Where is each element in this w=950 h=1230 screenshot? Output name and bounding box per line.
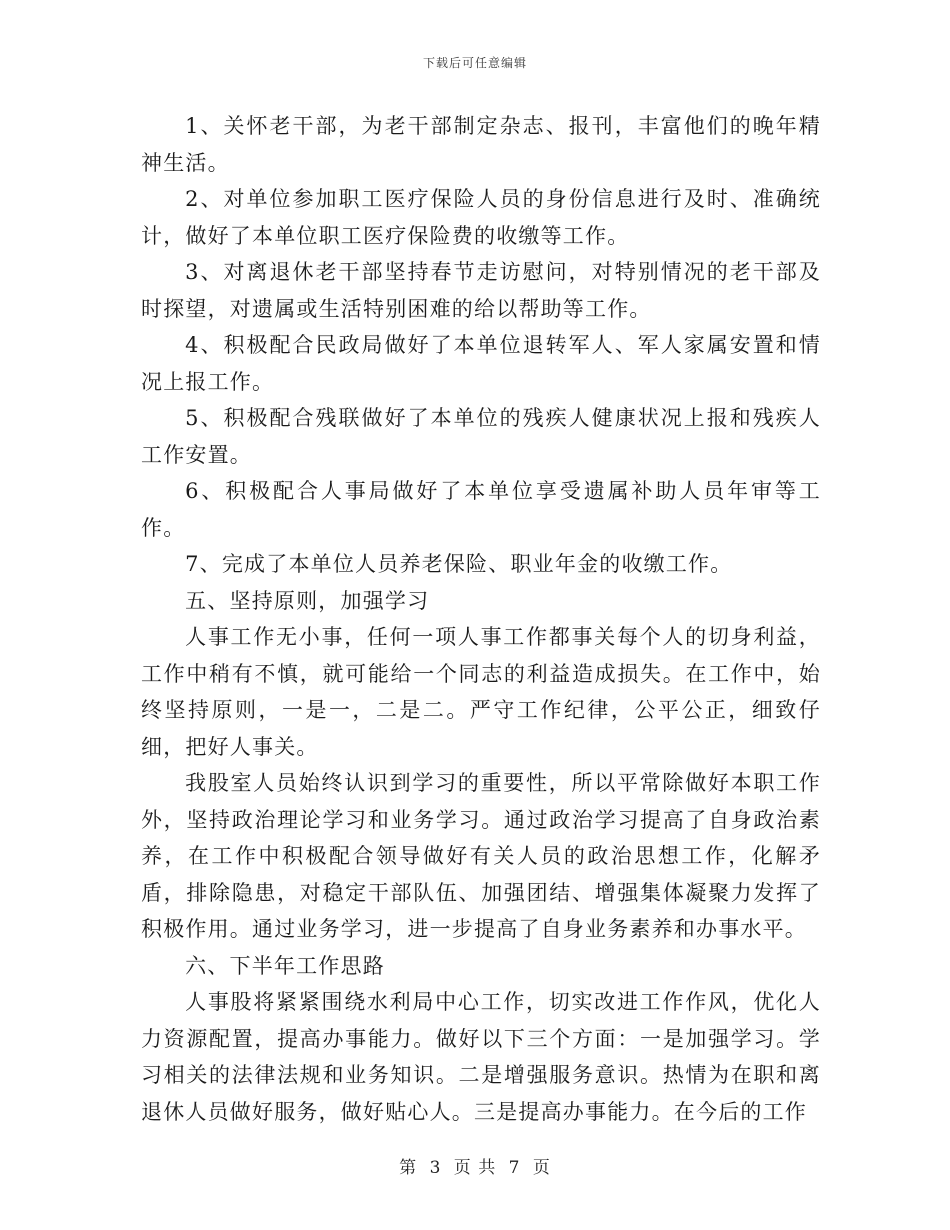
paragraph-item-5: 5、积极配合残联做好了本单位的残疾人健康状况上报和残疾人工作安置。 — [141, 406, 821, 467]
header-note: 下载后可任意编辑 — [422, 56, 527, 70]
paragraph-item-3: 3、对离退休老干部坚持春节走访慰问，对特别情况的老干部及时探望，对遗属或生活特别困难的给以帮助等工作。 — [141, 260, 821, 321]
section-heading-5: 五、坚持原则，加强学习 — [185, 588, 430, 613]
footer-middle: 页 共 — [453, 1158, 497, 1178]
paragraph-item-1: 1、关怀老干部，为老干部制定杂志、报刊，丰富他们的晚年精神生活。 — [141, 114, 821, 175]
paragraph-item-4: 4、积极配合民政局做好了本单位退转军人、军人家属安置和情况上报工作。 — [141, 333, 821, 394]
footer-suffix: 页 — [532, 1158, 551, 1178]
section-heading-6: 六、下半年工作思路 — [185, 953, 385, 978]
footer-prefix: 第 — [399, 1158, 418, 1178]
paragraph-item-2: 2、对单位参加职工医疗保险人员的身份信息进行及时、准确统计，做好了本单位职工医疗保险费的收缴等工作。 — [141, 187, 821, 248]
paragraph-study: 我股室人员始终认识到学习的重要性，所以平常除做好本职工作外，坚持政治理论学习和业务学习。通过政治学习提高了自身政治素养，在工作中积极配合领导做好有关人员的政治思想工作，化解矛盾，排除隐患，对稳定干部队伍、加强团结、增强集体凝聚力发挥了积极作用。通过业务学习，进一步提高了自身业务素养和办事水平。 — [141, 771, 821, 941]
footer-total-pages: 7 — [508, 1158, 521, 1178]
document-body — [141, 108, 821, 1130]
footer-current-page: 3 — [429, 1158, 442, 1178]
paragraph-plan: 人事股将紧紧围绕水利局中心工作，切实改进工作作风，优化人力资源配置，提高办事能力。做好以下三个方面：一是加强学习。学习相关的法律法规和业务知识。二是增强服务意识。热情为在职和离退休人员做好服务，做好贴心人。三是提高办事能力。在今后的工作 — [141, 990, 821, 1124]
paragraph-item-7: 7、完成了本单位人员养老保险、职业年金的收缴工作。 — [185, 552, 733, 576]
paragraph-item-6: 6、积极配合人事局做好了本单位享受遗属补助人员年审等工作。 — [141, 479, 821, 540]
paragraph-principle: 人事工作无小事，任何一项人事工作都事关每个人的切身利益，工作中稍有不慎，就可能给一个同志的利益造成损失。在工作中，始终坚持原则，一是一，二是二。严守工作纪律，公平公正，细致仔细，把好人事关。 — [141, 625, 821, 759]
page-number-footer — [0, 1153, 950, 1178]
